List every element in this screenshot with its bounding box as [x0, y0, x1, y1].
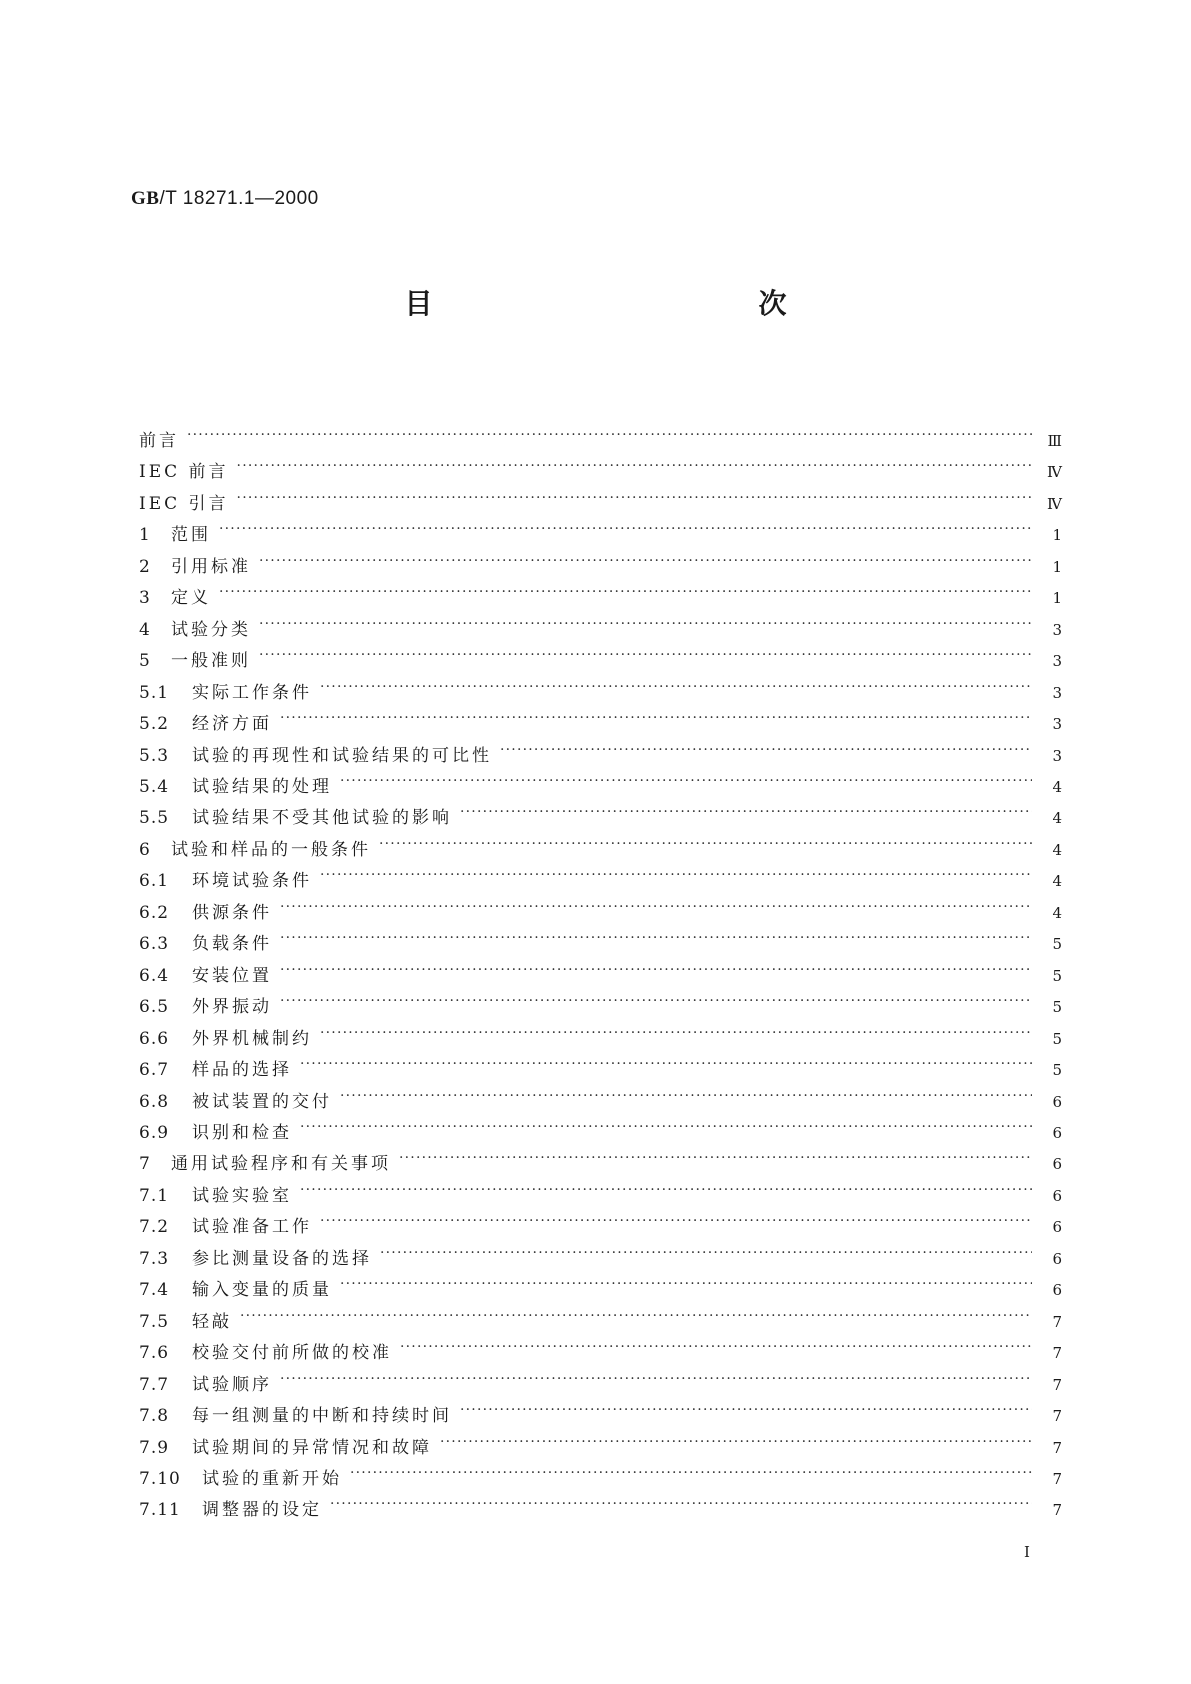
toc-entry-page: 6: [1052, 1092, 1062, 1111]
toc-entry[interactable]: [139, 1433, 1062, 1464]
standard-code-number: /T 18271.1—2000: [159, 188, 319, 209]
toc-entry-number: 6.7: [139, 1060, 170, 1081]
toc-entry-page: 3: [1052, 683, 1062, 702]
standard-code-prefix: GB: [131, 188, 160, 209]
toc-entry-number: 7.6: [139, 1343, 170, 1364]
toc-entry-number: 7: [139, 1154, 151, 1175]
toc-entry-page: 7: [1052, 1438, 1062, 1457]
toc-entry-number: 5.2: [139, 714, 170, 735]
toc-entry-number: 7.4: [139, 1280, 170, 1301]
toc-entry-page: 4: [1052, 872, 1062, 891]
toc-leader-dots: [300, 1184, 1032, 1201]
toc-leader-dots: [219, 586, 1032, 603]
toc-entry-label: 经济方面: [192, 714, 272, 735]
toc-entry-label: 输入变量的质量: [192, 1280, 332, 1301]
toc-entry-number: 1: [139, 525, 151, 546]
toc-entry-label: 一般准则: [171, 651, 251, 672]
toc-entry[interactable]: [139, 1307, 1062, 1338]
standard-code: [131, 188, 319, 210]
toc-entry-page: 6: [1052, 1218, 1062, 1237]
toc-entry-label: 范围: [171, 525, 211, 546]
toc-entry-label: 被试装置的交付: [192, 1091, 332, 1112]
toc-leader-dots: [320, 681, 1032, 698]
toc-leader-dots: [330, 1498, 1032, 1515]
toc-leader-dots: [399, 1152, 1032, 1169]
toc-entry-label: IEC 引言: [139, 493, 229, 514]
toc-entry-label: 试验实验室: [192, 1185, 292, 1206]
toc-entry-page: 5: [1052, 966, 1062, 985]
toc-entry-page: 1: [1052, 526, 1062, 545]
toc-entry-number: 7.1: [139, 1185, 170, 1206]
toc-leader-dots: [350, 1467, 1032, 1484]
toc-entry-label: 试验顺序: [192, 1374, 272, 1395]
toc-entry-page: 3: [1052, 620, 1062, 639]
toc-entry-label: IEC 前言: [139, 462, 229, 483]
toc-leader-dots: [259, 555, 1032, 572]
toc-entry[interactable]: [139, 1149, 1062, 1180]
toc-entry-number: 7.10: [139, 1468, 181, 1489]
table-of-contents: [139, 426, 1062, 1527]
toc-entry[interactable]: [139, 866, 1062, 897]
toc-entry[interactable]: [139, 552, 1062, 583]
toc-entry-number: 6.2: [139, 902, 170, 923]
toc-entry-label: 试验的再现性和试验结果的可比性: [192, 745, 492, 766]
toc-leader-dots: [320, 869, 1032, 886]
toc-entry-label: 每一组测量的中断和持续时间: [192, 1406, 452, 1427]
toc-leader-dots: [237, 460, 1032, 477]
toc-leader-dots: [380, 1247, 1032, 1264]
toc-entry-number: 6.4: [139, 965, 170, 986]
toc-leader-dots: [460, 1404, 1032, 1421]
toc-entry[interactable]: [139, 1464, 1062, 1495]
toc-entry-page: 7: [1052, 1375, 1062, 1394]
toc-entry-label: 试验和样品的一般条件: [171, 839, 371, 860]
toc-entry-page: 4: [1052, 809, 1062, 828]
toc-entry[interactable]: [139, 898, 1062, 929]
toc-entry[interactable]: [139, 1024, 1062, 1055]
toc-leader-dots: [280, 1373, 1032, 1390]
toc-entry-label: 通用试验程序和有关事项: [171, 1154, 391, 1175]
toc-entry-label: 外界机械制约: [192, 1028, 312, 1049]
toc-entry[interactable]: [139, 772, 1062, 803]
toc-entry[interactable]: [139, 1118, 1062, 1149]
toc-leader-dots: [219, 523, 1032, 540]
toc-entry-number: 4: [139, 619, 151, 640]
toc-entry[interactable]: [139, 615, 1062, 646]
toc-entry-label: 识别和检查: [192, 1122, 292, 1143]
toc-entry[interactable]: [139, 678, 1062, 709]
toc-entry-number: 7.7: [139, 1374, 170, 1395]
toc-entry-number: 7.9: [139, 1437, 170, 1458]
toc-entry[interactable]: [139, 1244, 1062, 1275]
toc-entry-label: 负载条件: [192, 934, 272, 955]
toc-entry-page: 6: [1052, 1155, 1062, 1174]
toc-entry-label: 试验准备工作: [192, 1217, 312, 1238]
toc-entry[interactable]: [139, 520, 1062, 551]
toc-entry-page: 3: [1052, 652, 1062, 671]
toc-entry-label: 供源条件: [192, 902, 272, 923]
toc-entry-label: 外界振动: [192, 997, 272, 1018]
toc-entry-page: 4: [1052, 777, 1062, 796]
toc-entry-number: 6.1: [139, 871, 170, 892]
toc-leader-dots: [340, 1278, 1032, 1295]
page-number: I: [1024, 1543, 1030, 1561]
toc-entry-number: 3: [139, 588, 151, 609]
page-title: 目 次: [404, 287, 877, 320]
toc-leader-dots: [280, 901, 1032, 918]
toc-leader-dots: [187, 429, 1032, 446]
toc-entry[interactable]: [139, 835, 1062, 866]
toc-entry[interactable]: [139, 646, 1062, 677]
toc-entry-page: 1: [1052, 589, 1062, 608]
toc-leader-dots: [320, 1027, 1032, 1044]
toc-leader-dots: [320, 1215, 1032, 1232]
toc-entry[interactable]: [139, 741, 1062, 772]
toc-entry[interactable]: [139, 1087, 1062, 1118]
toc-entry-label: 参比测量设备的选择: [192, 1248, 372, 1269]
toc-entry-number: 5.1: [139, 682, 170, 703]
toc-entry-number: 7.5: [139, 1311, 170, 1332]
toc-entry-number: 7.8: [139, 1406, 170, 1427]
toc-entry[interactable]: [139, 426, 1062, 457]
toc-entry-number: 6.3: [139, 934, 170, 955]
toc-entry-label: 安装位置: [192, 965, 272, 986]
toc-entry-label: 环境试验条件: [192, 871, 312, 892]
toc-leader-dots: [500, 744, 1032, 761]
toc-leader-dots: [259, 649, 1032, 666]
toc-leader-dots: [259, 618, 1032, 635]
toc-entry-number: 6.8: [139, 1091, 170, 1112]
toc-entry-page: 7: [1052, 1407, 1062, 1426]
toc-entry-label: 样品的选择: [192, 1060, 292, 1081]
toc-entry[interactable]: [139, 1370, 1062, 1401]
toc-entry-number: 5.5: [139, 808, 170, 829]
toc-entry-page: 3: [1052, 746, 1062, 765]
toc-entry-page: 5: [1052, 1029, 1062, 1048]
toc-entry-page: 7: [1052, 1469, 1062, 1488]
toc-entry-label: 引用标准: [171, 556, 251, 577]
toc-entry-number: 6.9: [139, 1122, 170, 1143]
toc-entry-label: 实际工作条件: [192, 682, 312, 703]
toc-entry-page: 7: [1052, 1312, 1062, 1331]
toc-entry-number: 7.11: [139, 1500, 181, 1521]
toc-entry-number: 2: [139, 556, 151, 577]
toc-entry-page: 6: [1052, 1249, 1062, 1268]
toc-entry[interactable]: [139, 1275, 1062, 1306]
toc-entry[interactable]: [139, 961, 1062, 992]
toc-entry-label: 调整器的设定: [202, 1500, 322, 1521]
toc-leader-dots: [240, 1310, 1032, 1327]
toc-entry-page: Ⅳ: [1047, 494, 1062, 513]
toc-leader-dots: [340, 1090, 1032, 1107]
toc-leader-dots: [280, 964, 1032, 981]
toc-entry[interactable]: [139, 457, 1062, 488]
toc-leader-dots: [379, 838, 1032, 855]
toc-entry-number: 7.3: [139, 1248, 170, 1269]
toc-entry-page: 3: [1052, 715, 1062, 734]
toc-entry-page: 6: [1052, 1123, 1062, 1142]
toc-entry[interactable]: [139, 489, 1062, 520]
toc-entry-page: 5: [1052, 935, 1062, 954]
toc-entry-label: 轻敲: [192, 1311, 232, 1332]
toc-entry[interactable]: [139, 1212, 1062, 1243]
toc-entry-number: 6: [139, 839, 151, 860]
toc-leader-dots: [400, 1341, 1032, 1358]
toc-entry-page: 4: [1052, 840, 1062, 859]
toc-entry-page: 5: [1052, 998, 1062, 1017]
toc-entry-label: 前言: [139, 431, 179, 451]
toc-entry-label: 校验交付前所做的校准: [192, 1343, 392, 1364]
toc-entry-page: 4: [1052, 903, 1062, 922]
toc-entry-number: 7.2: [139, 1217, 170, 1238]
toc-entry-page: 6: [1052, 1281, 1062, 1300]
toc-leader-dots: [237, 492, 1032, 509]
toc-entry-page: 6: [1052, 1186, 1062, 1205]
toc-entry-page: 7: [1052, 1344, 1062, 1363]
toc-entry[interactable]: [139, 803, 1062, 834]
toc-entry[interactable]: [139, 929, 1062, 960]
toc-leader-dots: [280, 712, 1032, 729]
toc-entry[interactable]: [139, 583, 1062, 614]
toc-leader-dots: [340, 775, 1032, 792]
toc-entry[interactable]: [139, 709, 1062, 740]
toc-entry-number: 5: [139, 651, 151, 672]
toc-entry-page: Ⅳ: [1047, 463, 1062, 482]
toc-entry-number: 5.4: [139, 776, 170, 797]
toc-entry[interactable]: [139, 1338, 1062, 1369]
toc-entry[interactable]: [139, 1401, 1062, 1432]
toc-entry[interactable]: [139, 1055, 1062, 1086]
toc-entry-page: 1: [1052, 557, 1062, 576]
toc-entry-label: 试验结果的处理: [192, 776, 332, 797]
toc-entry-label: 定义: [171, 588, 211, 609]
toc-leader-dots: [460, 806, 1032, 823]
toc-leader-dots: [300, 1121, 1032, 1138]
toc-leader-dots: [280, 932, 1032, 949]
toc-entry-number: 5.3: [139, 745, 170, 766]
toc-entry-number: 6.6: [139, 1028, 170, 1049]
toc-leader-dots: [280, 995, 1032, 1012]
toc-entry[interactable]: [139, 992, 1062, 1023]
toc-entry[interactable]: [139, 1495, 1062, 1526]
toc-entry-page: Ⅲ: [1047, 432, 1062, 450]
toc-entry-label: 试验结果不受其他试验的影响: [192, 808, 452, 829]
toc-entry-label: 试验分类: [171, 619, 251, 640]
toc-entry-page: 7: [1052, 1501, 1062, 1520]
toc-entry-label: 试验的重新开始: [202, 1468, 342, 1489]
toc-entry-page: 5: [1052, 1061, 1062, 1080]
toc-leader-dots: [440, 1436, 1032, 1453]
toc-entry-number: 6.5: [139, 997, 170, 1018]
toc-entry[interactable]: [139, 1181, 1062, 1212]
toc-entry-label: 试验期间的异常情况和故障: [192, 1437, 432, 1458]
toc-leader-dots: [300, 1058, 1032, 1075]
